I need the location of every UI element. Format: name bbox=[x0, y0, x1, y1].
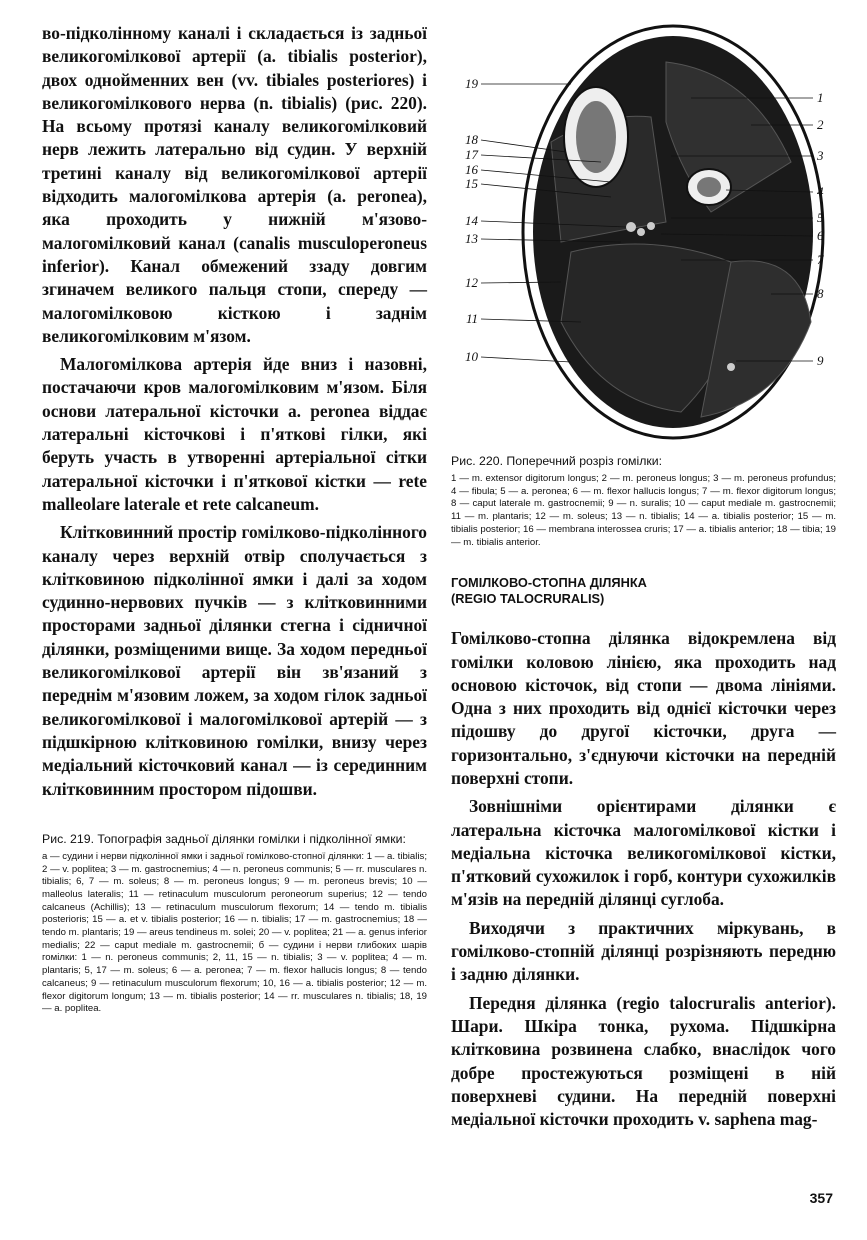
fig220-label-17: 17 bbox=[465, 147, 478, 162]
fig220-label-1: 1 bbox=[817, 90, 824, 105]
fig220-label-11: 11 bbox=[465, 311, 478, 326]
section-heading-line-1: ГОМІЛКОВО-СТОПНА ДІЛЯНКА bbox=[451, 575, 647, 591]
fig220-label-16: 16 bbox=[465, 162, 478, 177]
fig220-label-9: 9 bbox=[817, 353, 824, 368]
fig219-title: Рис. 219. Топографія задньої ділянки гомілки і підколінної ямки: bbox=[42, 831, 406, 846]
fig220-label-7: 7 bbox=[817, 252, 824, 267]
left-column bbox=[42, 22, 427, 1016]
fig220-label-6: 6 bbox=[817, 228, 824, 243]
fig220-label-2: 2 bbox=[817, 117, 824, 132]
fig220-label-8: 8 bbox=[817, 286, 824, 301]
right-paragraph-2: Зовнішніми орієнтирами ділянки є латеральна кісточка малогомілкової кістки і медіальна кісточка великогомілкової кістки, п'ятковий сухожилок і горб, контури сухожилків м'язів на передній ділянці суглоба. bbox=[451, 796, 836, 910]
fig220-label-10: 10 bbox=[465, 349, 478, 364]
page-number: 357 bbox=[809, 1190, 833, 1206]
fig220-label-13: 13 bbox=[465, 231, 478, 246]
fig220-title: Рис. 220. Поперечний розріз гомілки: bbox=[451, 454, 663, 468]
fig220-label-12: 12 bbox=[465, 275, 478, 290]
fig220-label-18: 18 bbox=[465, 132, 478, 147]
left-paragraph-2: Малогомілкова артерія йде вниз і назовні, постачаючи кров малогомілковим м'язом. Біля основи латеральної кісточки a. peronea віддає латеральні кісточкові і п'яткові гілки, які беруть участь в утворенні артеріальної сітки латеральної кісточки і п'яткової кістки — rete malleolare laterale et rete calcaneum. bbox=[42, 354, 427, 514]
left-paragraph-3: Клітковинний простір гомілково-підколінного каналу через верхній отвір сполучається з клітковиною підколінної ямки і далі за ходом судинно-нервових пучків — з клітковинними просторами задньої ділянки стегна і сідничної ділянки, розміщеними вище. За ходом передньої великогомілкової артерії він зв'язаний з переднім м'язовим ложем, за ходом гілок задньої великогомілкової і малогомілкової артерій — з підшкірною клітковиною гомілки, внизу через медіальний кісточковий канал — із серединним клітковинним простором підошви. bbox=[42, 522, 427, 799]
fig219-caption: a — судини і нерви підколінної ямки і задньої гомілково-стопної ділянки: 1 — a. tibialis; 2 — v. poplitea; 3 — m. gastrocnemius; 4 — n. peroneus communis; 5 — rr. musculares n. tibialis; 6, 7 — m. soleus; 8 — m. peroneus longus; 9 — m. peroneus brevis; 10 — malleolus lateralis; 11 — retinaculum musculorum peroneorum superius; 12 — tendo calcaneus (Achillis); 13 — retinaculum musculorum flexorum; 14 — tendo m. tibialis posterioris; 15 — a. et v. tibialis posterior; 16 — n. tibialis; 17 — m. gastrocnemius; 18 — tendo m. plantaris; 19 — areus tendineus m. solei; 20 — v. poplitea; 21 — a. genus inferior medialis; 22 — caput mediale m. gastrocnemii; б — судини і нерви глибоких шарів гомілки: 1 — n. peroneus communis; 2, 11, 15 — n. tibialis; 3 — v. poplitea; 4 — m. plantaris; 5, 17 — m. soleus; 6 — a. peronea; 7 — m. flexor hallucis longus; 8 — tendo calcaneus; 9 — retinaculum musculorum flexorum; 10, 16 — a. tibialis posterior; 12 — m. flexor digitorum longum; 13 — m. tibialis posterior; 14 — rr. musculares n. tibialis; 18, 19 — a. poplitea. bbox=[42, 850, 427, 1015]
right-paragraph-4: Передня ділянка (regio talocruralis anterior). Шари. Шкіра тонка, рухома. Підшкірна клітковина розвинена слабко, внаслідок чого добре простежуються розміщені в ній поверхневі судини. На передній поверхні медіальної кісточки проходить v. saphena mag- bbox=[451, 992, 836, 1130]
section-heading-line-2: (REGIO TALOCRURALIS) bbox=[451, 591, 605, 607]
right-paragraph-1: Гомілково-стопна ділянка відокремлена від гомілки коловою лінією, яка проходить над основою кісточок, від стопи — двома лініями. Одна з них проходить від однієї кісточки через підошву до другої кісточки, друга — горизонтально, з'єднуючи кісточки на передній поверхні стопи. bbox=[451, 628, 836, 788]
fig220-label-19: 19 bbox=[465, 76, 478, 91]
right-column bbox=[451, 22, 836, 1136]
fig220-label-15: 15 bbox=[465, 176, 478, 191]
right-paragraph-3: Виходячи з практичних міркувань, в гомілково-стопній ділянці розрізняють передню і задню ділянки. bbox=[451, 917, 836, 985]
leg-cross-section-image bbox=[451, 22, 836, 442]
fig220-label-4: 4 bbox=[817, 184, 824, 199]
figure-220-cross-section bbox=[451, 22, 836, 442]
fig220-label-3: 3 bbox=[817, 148, 824, 163]
fig220-label-5: 5 bbox=[817, 210, 824, 225]
fig220-label-14: 14 bbox=[465, 213, 478, 228]
left-paragraph-1: во-підколінному каналі і складається із задньої великогомілкової артерії (a. tibialis posterior), двох однойменних вен (vv. tibiales posteriores) і великогомілкового нерва (n. tibialis) (рис. 220). На всьому протязі каналу великогомілковий нерв лежить латерально від судин. У верхній третині каналу від великогомілкової артерії відходить малогомілкова артерія (a. peronea), яка проходить у нижній м'язово-малогомілковий канал (canalis musculoperoneus inferior). Канал обмежений ззаду довгим згиначем великого пальця стопи, спереду — малогомілковою кісткою і заднім великогомілковим м'язом. bbox=[42, 23, 427, 346]
fig220-caption: 1 — m. extensor digitorum longus; 2 — m. peroneus longus; 3 — m. peroneus profundus; 4 — fibula; 5 — a. peronea; 6 — m. flexor hallucis longus; 7 — m. flexor digitorum longus; 8 — caput laterale m. gastrocnemii; 9 — n. suralis; 10 — caput mediale m. gastrocnemii; 11 — m. plantaris; 12 — m. soleus; 13 — n. tibialis; 14 — a. tibialis posterior; 15 — m. tibialis posterior; 16 — membrana interossea cruris; 17 — a. tibialis anterior; 18 — tibia; 19 — m. tibialis anterior. bbox=[451, 473, 836, 548]
